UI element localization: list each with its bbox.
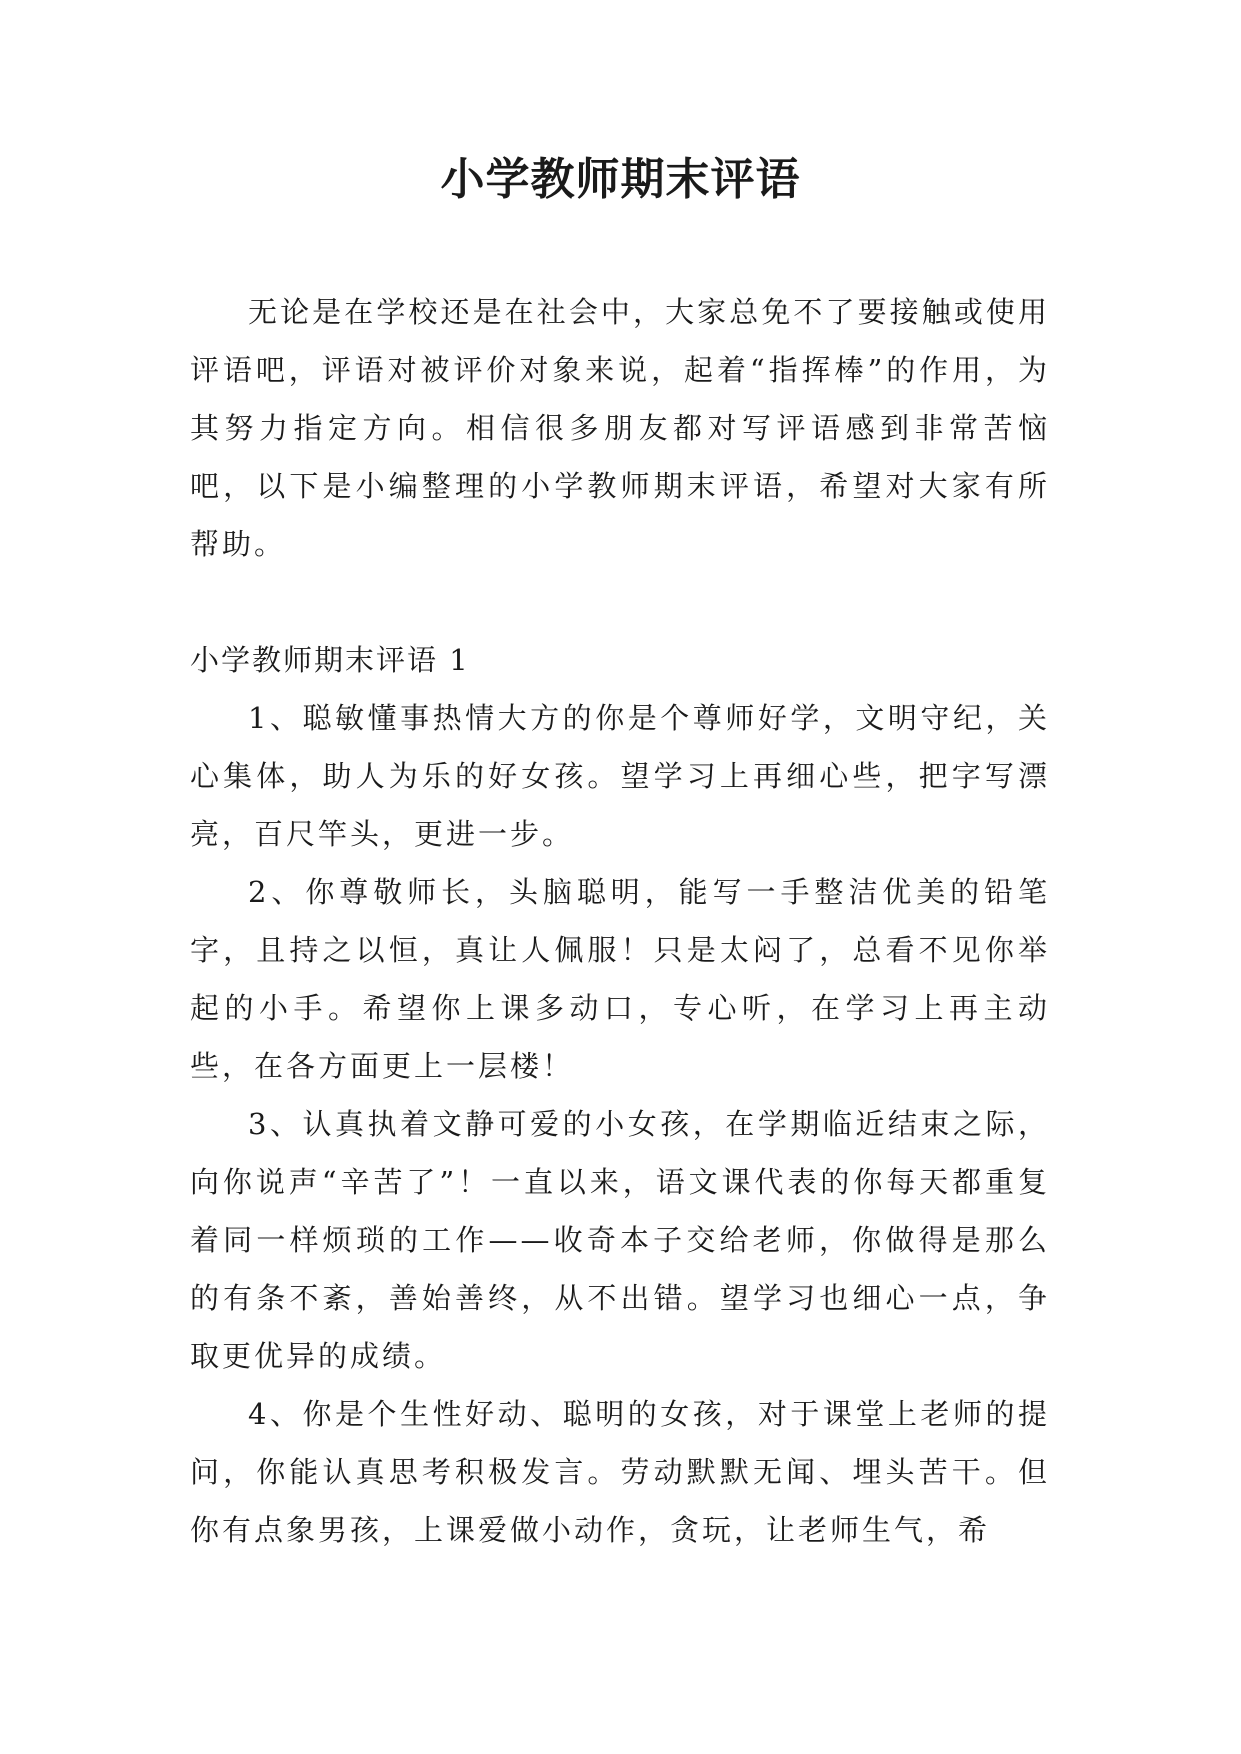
comment-item-3: 3、认真执着文静可爱的小女孩，在学期临近结束之际，向你说声“辛苦了”！一直以来，语文课代表的你每天都重复着同一样烦琐的工作——收奇本子交给老师，你做得是那么的有条不紊，善始善终，从不出错。望学习也细心一点，争取更优异的成绩。 bbox=[190, 1107, 1050, 1373]
comment-item-4: 4、你是个生性好动、聪明的女孩，对于课堂上老师的提问，你能认真思考积极发言。劳动默默无闻、埋头苦干。但你有点象男孩，上课爱做小动作，贪玩，让老师生气，希 bbox=[190, 1397, 1050, 1547]
comment-item-1: 1、聪敏懂事热情大方的你是个尊师好学，文明守纪，关心集体，助人为乐的好女孩。望学习上再细心些，把字写漂亮，百尺竿头，更进一步。 bbox=[190, 701, 1050, 851]
intro-paragraph: 无论是在学校还是在社会中，大家总免不了要接触或使用评语吧，评语对被评价对象来说，起着“指挥棒”的作用，为其努力指定方向。相信很多朋友都对写评语感到非常苦恼吧，以下是小编整理的小学教师期末评语，希望对大家有所帮助。 bbox=[190, 295, 1050, 561]
section-heading: 小学教师期末评语 1 bbox=[190, 643, 470, 677]
comment-item-2: 2、你尊敬师长，头脑聪明，能写一手整洁优美的铅笔字，且持之以恒，真让人佩服！只是太闷了，总看不见你举起的小手。希望你上课多动口，专心听，在学习上再主动些，在各方面更上一层楼！ bbox=[190, 875, 1050, 1083]
document-title: 小学教师期末评语 bbox=[440, 154, 801, 205]
document-body bbox=[190, 283, 1050, 1559]
